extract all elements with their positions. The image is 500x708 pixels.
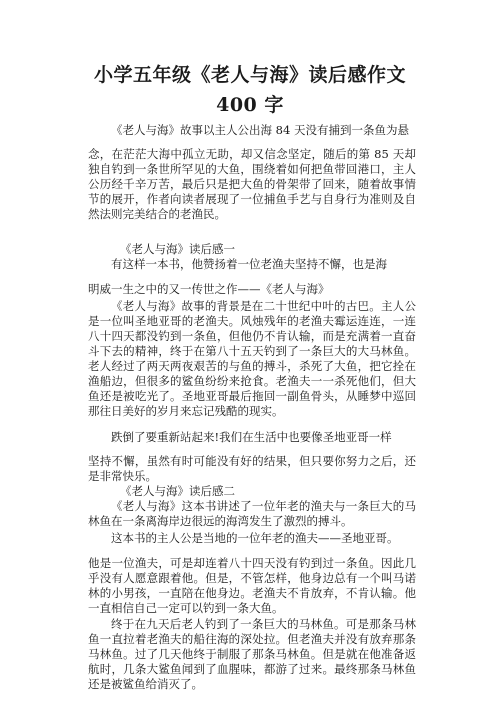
section-heading-1: 《老人与海》读后感一 (120, 242, 235, 256)
intro-first-line: 《老人与海》故事以主人公出海 84 天没有捕到一条鱼为悬 (111, 123, 409, 137)
section2-protagonist-line: 这本书的主人公是当地的一位年老的渔夫——圣地亚哥。 (111, 531, 399, 545)
document-title: 小学五年级《老人与海》读后感作文 400 字 (93, 64, 406, 116)
section2-protagonist-paragraph: 他是一位渔夫，可是却连着八十四天没有钓到过一条鱼。因此几乎没有人愿意跟着他。但是，不管怎样，他身边总有一个叫马诺林的小男孩，一直陪在他身边。老渔夫不肯放弃，不肯认输。他一直相信自己一定可以钓到一条大鱼。 (88, 556, 416, 615)
intro-paragraph: 念，在茫茫大海中孤立无助，却又信念坚定，随后的第 85 天却独自钓到一条世所罕见的大鱼，围绕着如何把鱼带回港口，主人公历经千辛万苦，最后只是把大鱼的骨架带了回来，随着故事情节的展开，作者向读者展现了一位捕鱼手艺与自身行为准则及自然法则完美结合的老渔民。 (88, 147, 416, 221)
section-heading-2: 《老人与海》读后感二 (120, 484, 235, 498)
section1-second-line: 明威一生之中的又一传世之作——《老人与海》 (88, 282, 330, 296)
section1-story-paragraph: 《老人与海》故事的背景是在二十世纪中叶的古巴。主人公是一位叫圣地亚哥的老渔夫。风烛残年的老渔夫霉运连连，一连八十四天都没钓到一条鱼，但他仍不肯认输，而是充满着一直奋斗下去的精神，终于在第八十五天钓到了一条巨大的大马林鱼。老人经过了两天两夜艰苦的与鱼的搏斗，杀死了大鱼，把它拴在渔船边，但很多的鲨鱼纷纷来抢食。老渔夫一一杀死他们，但大鱼还是被吃光了。圣地亚哥最后拖回一副鱼骨头，从睡梦中巡回那往日美好的岁月来忘记残酷的现实。 (88, 299, 416, 418)
section2-intro-paragraph: 《老人与海》这本书讲述了一位年老的渔夫与一条巨大的马林鱼在一条离海岸边很远的海湾发生了激烈的搏斗。 (88, 499, 416, 528)
section1-lesson-paragraph: 坚持不懈，虽然有时可能没有好的结果，但只要你努力之后，还是非常快乐。 (88, 454, 416, 483)
section1-lesson-first-line: 跌倒了要重新站起来!我们在生活中也要像圣地亚哥一样 (111, 430, 392, 444)
section2-ending-paragraph: 终于在九天后老人钓到了一条巨大的马林鱼。可是那条马林鱼一直拉着老渔夫的船往海的深处拉。但老渔夫并没有放弃那条马林鱼。过了几天他终于制服了那条马林鱼。但是就在他准备返航时，几条大鲨鱼闻到了血腥味，都游了过来。最终那条马林鱼还是被鲨鱼给消灭了。 (88, 617, 416, 691)
section1-first-line: 有这样一本书，他赞扬着一位老渔夫坚持不懈，也是海 (111, 257, 387, 271)
